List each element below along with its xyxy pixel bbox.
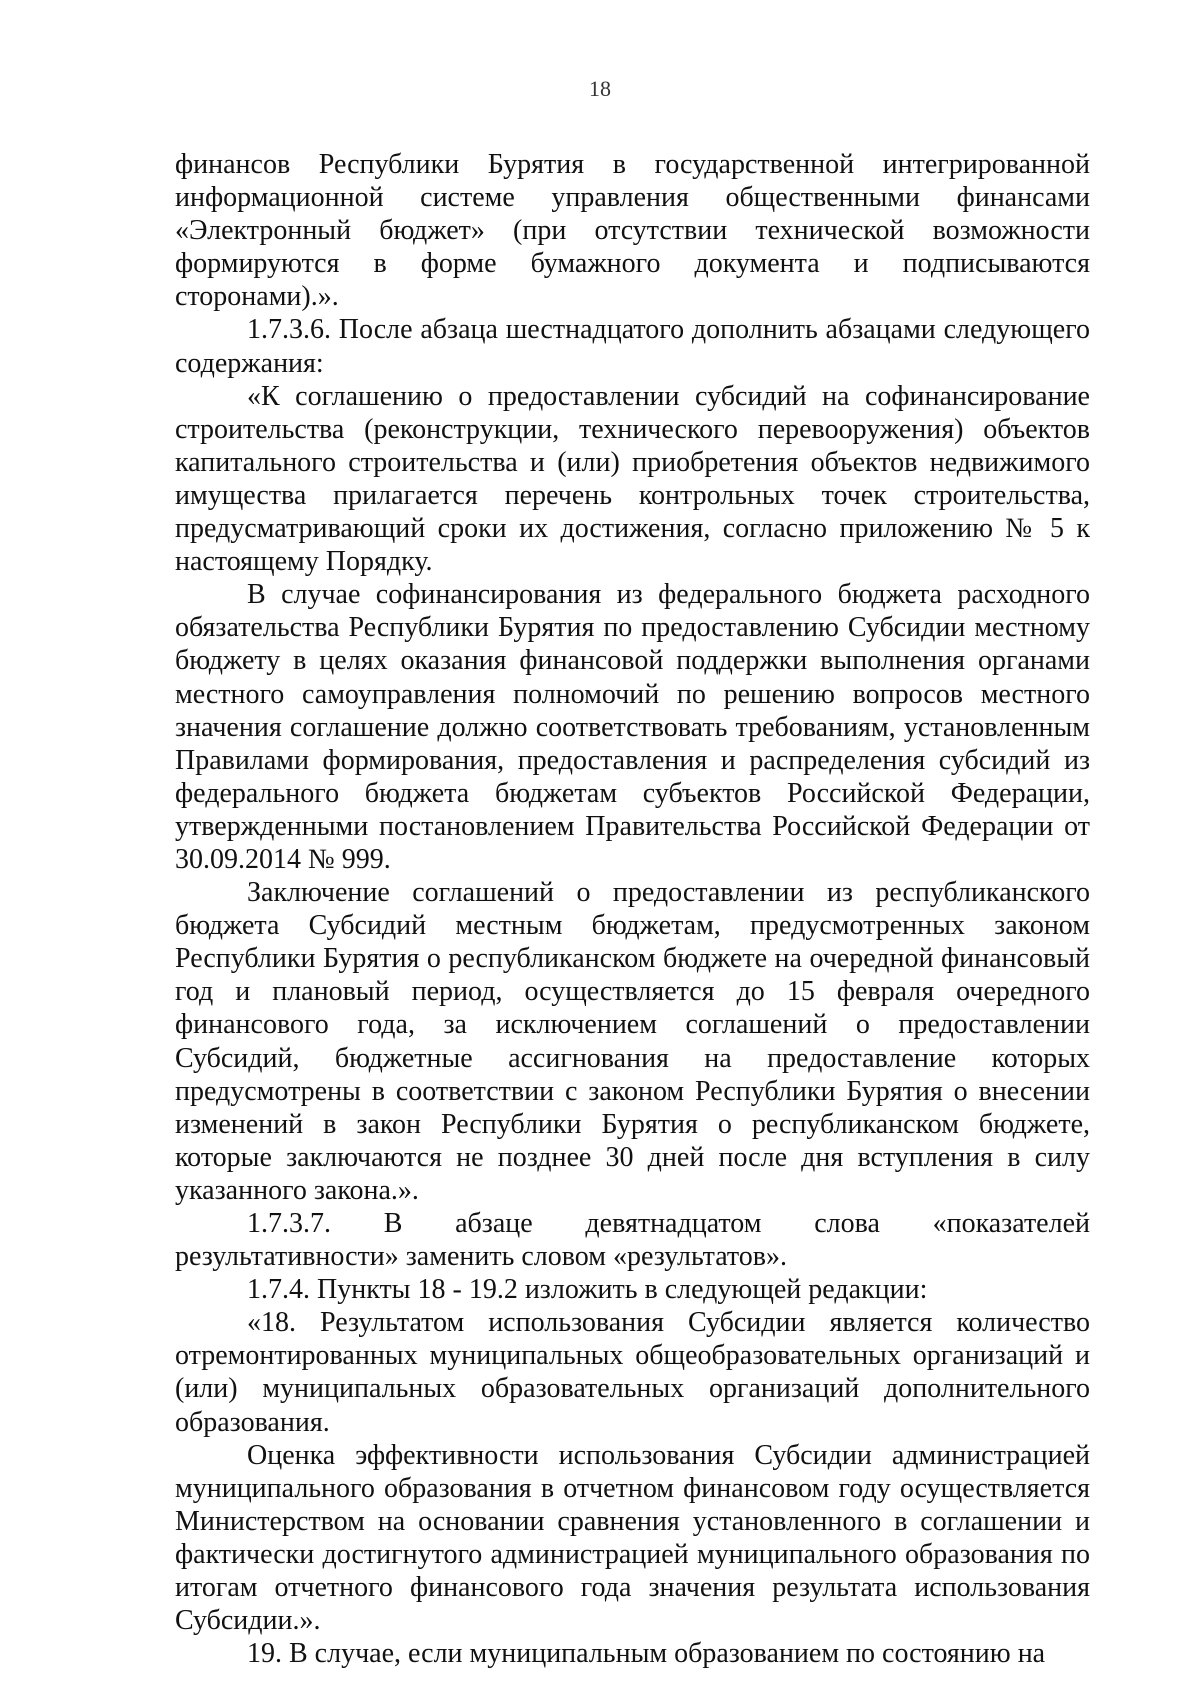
paragraph: 1.7.4. Пункты 18 - 19.2 изложить в следующей редакции:	[247, 1274, 928, 1306]
page-number: 18	[589, 76, 611, 101]
paragraph: «18. Результатом использования Субсидии является количество отремонтированных муниципальных общеобразовательных организаций и (или) муниципальных образовательных организаций дополнительного образования.	[175, 1307, 1090, 1438]
paragraph: В случае софинансирования из федерального бюджета расходного обязательства Республики Бурятия по предоставлению Субсидии местному бюджету в целях оказания финансовой поддержки выполнения органами местного самоуправления полномочий по решению вопросов местного значения соглашение должно соответствовать требованиям, установленным Правилами формирования, предоставления и распределения субсидий из федерального бюджета бюджетам субъектов Российской Федерации, утвержденными постановлением Правительства Российской Федерации от 30.09.2014 № 999.	[175, 579, 1090, 875]
paragraph: Заключение соглашений о предоставлении из республиканского бюджета Субсидий местным бюджетам, предусмотренных законом Республики Бурятия о республиканском бюджете на очередной финансовый год и плановый период, осуществляется до 15 февраля очередного финансового года, за исключением соглашений о предоставлении Субсидий, бюджетные ассигнования на предоставление которых предусмотрены в соответствии с законом Республики Бурятия о внесении изменений в закон Республики Бурятия о республиканском бюджете, которые заключаются не позднее 30 дней после дня вступления в силу указанного закона.».	[175, 877, 1090, 1206]
document-body	[175, 148, 1090, 1670]
paragraph: Оценка эффективности использования Субсидии администрацией муниципального образования в отчетном финансовом году осуществляется Министерством на основании сравнения установленного в соглашении и фактически достигнутого администрацией муниципального образования по итогам отчетного финансового года значения результата использования Субсидии.».	[175, 1439, 1090, 1637]
paragraph: финансов Республики Бурятия в государственной интегрированной информационной системе управления общественными финансами «Электронный бюджет» (при отсутствии технической возможности формируются в форме бумажного документа и подписываются сторонами).».	[175, 149, 1090, 313]
paragraph: «К соглашению о предоставлении субсидий на софинансирование строительства (реконструкции, технического перевооружения) объектов капитального строительства и (или) приобретения объектов недвижимого имущества прилагается перечень контрольных точек строительства, предусматривающий сроки их достижения, согласно приложению № 5 к настоящему Порядку.	[175, 380, 1090, 578]
paragraph: 1.7.3.7. В абзаце девятнадцатом слова «показателей результативности» заменить словом «результатов».	[175, 1208, 1090, 1273]
paragraph: 19. В случае, если муниципальным образованием по состоянию на	[247, 1638, 1046, 1670]
paragraph: 1.7.3.6. После абзаца шестнадцатого дополнить абзацами следующего содержания:	[175, 314, 1090, 379]
